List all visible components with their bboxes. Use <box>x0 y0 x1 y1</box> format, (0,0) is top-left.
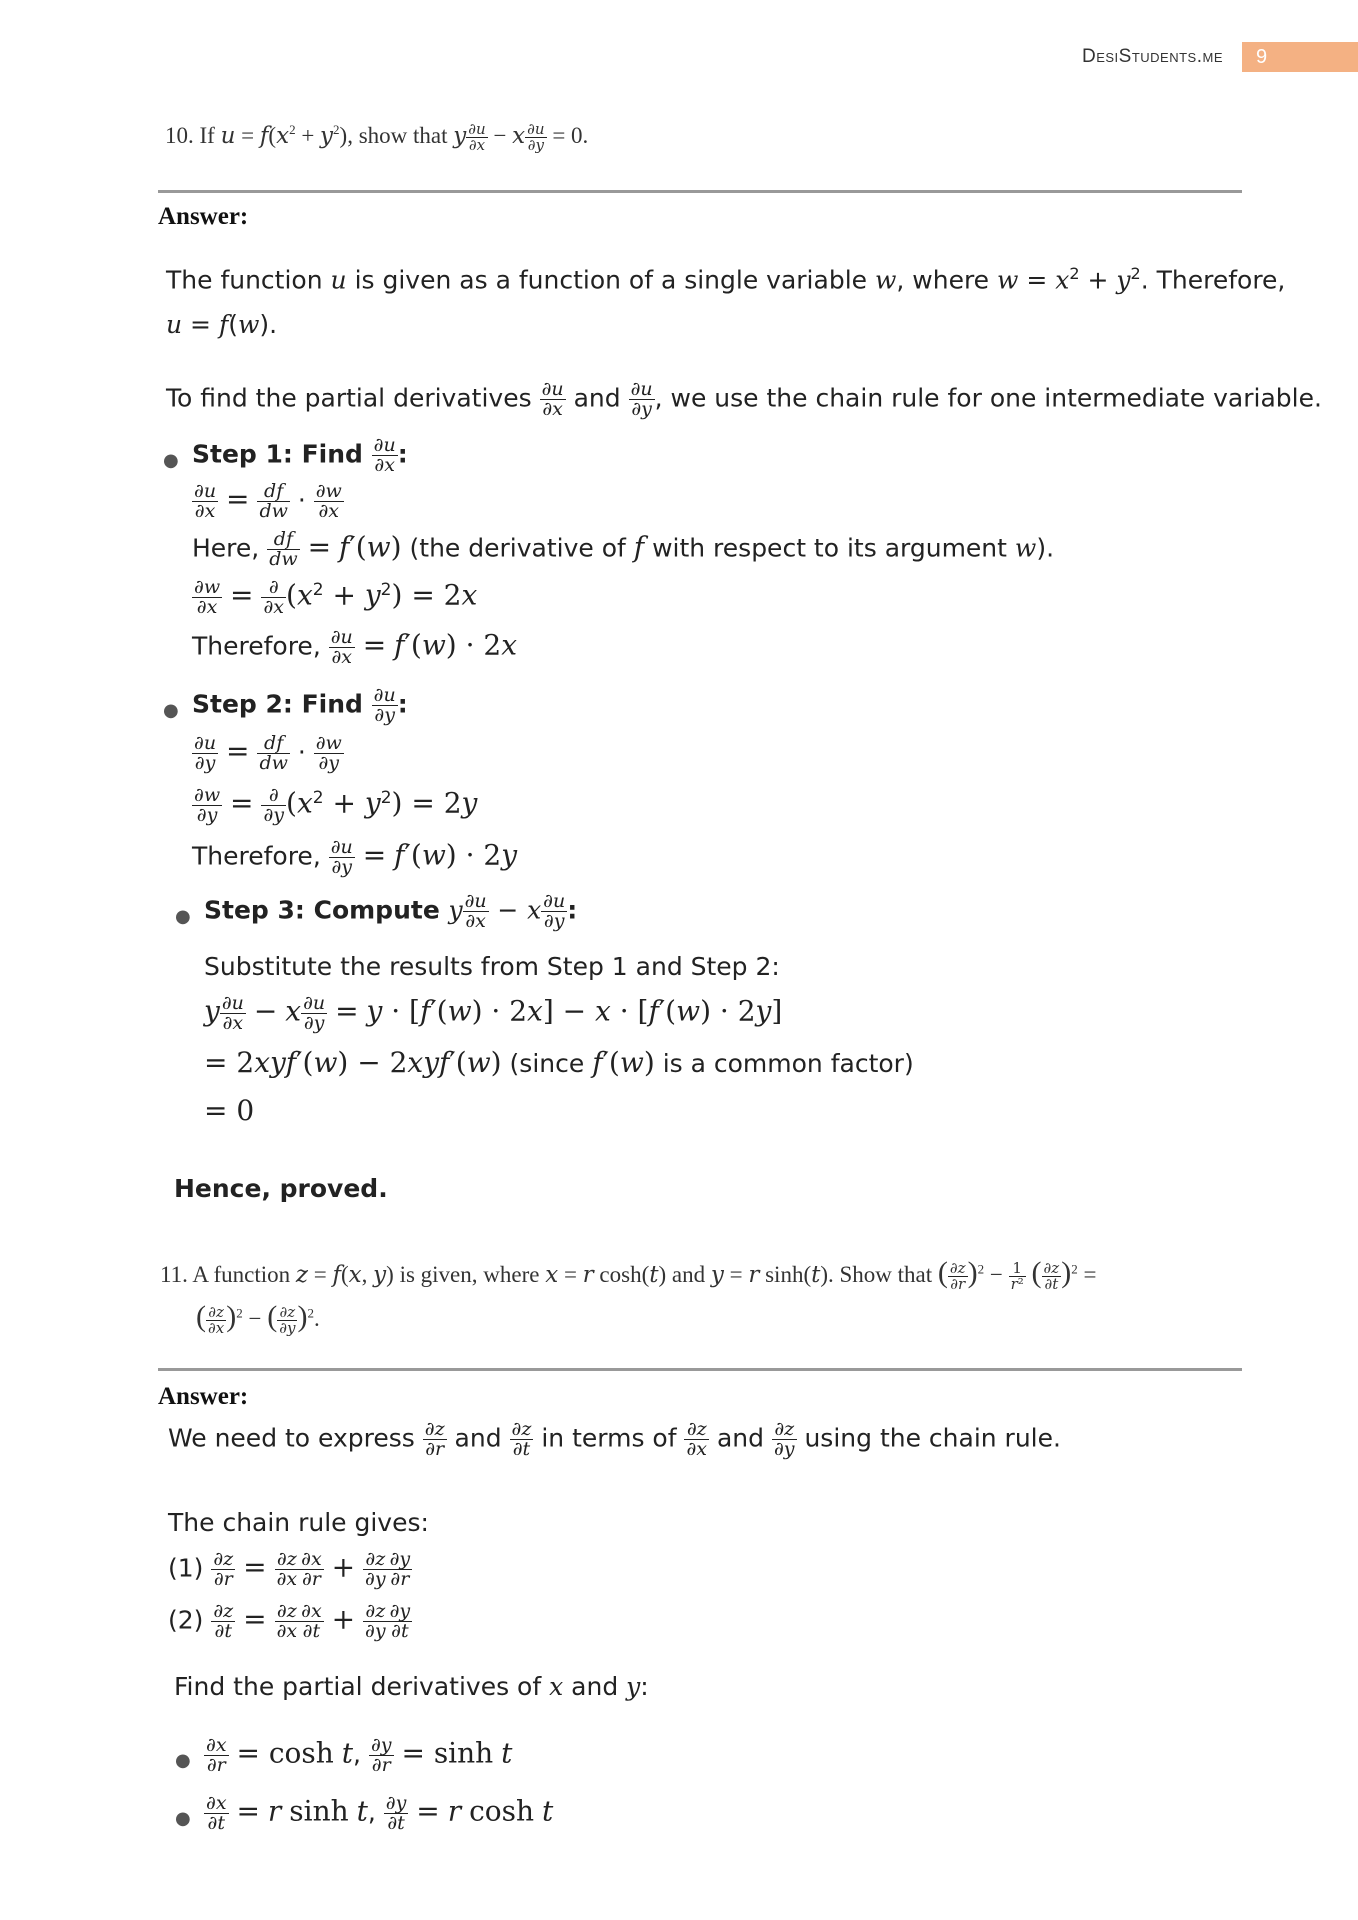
step2-line-1: $\frac{\partial u}{\partial y}$ = $\frac{df}{dw}$ · $\frac{\partial w}{\partial y}$ <box>194 732 342 774</box>
step2-title: Step 2: Find $\frac{\partial u}{\partial y}$ : <box>192 684 408 726</box>
divider <box>158 1368 1242 1371</box>
chain-rule-label: The chain rule gives: <box>168 1508 429 1537</box>
step1-line-3: $\frac{\partial w}{\partial x}$ = $\frac{\partial}{\partial x}$ $(x^2 + y^2) = 2x$ <box>194 576 478 618</box>
step1-line-2: Here, $\frac{df}{dw}$ = f′(w) (the derivative of f with respect to its argument w). <box>192 528 1055 570</box>
step2-line-3: Therefore, $\frac{\partial u}{\partial y}$ = f′(w) · 2y <box>192 836 518 878</box>
step1-line-4: Therefore, $\frac{\partial u}{\partial x}$ = f′(w) · 2x <box>192 626 518 668</box>
bullet: ● <box>175 1750 191 1771</box>
intro-line-2: u = f(w). <box>166 310 278 339</box>
question-10: 10. If $u = f(x^2 + y^2)$, show that y $\frac{\partial u}{\partial x}$ − x $\frac{\partial u}{\partial y}$ = 0. <box>165 120 589 154</box>
question-11-line-2: ( $\frac{\partial z}{\partial x}$ )$^2$ − ( $\frac{\partial z}{\partial y}$ )$^2$. <box>196 1300 320 1338</box>
chain-eq-2: (2) $\frac{\partial z}{\partial t}$ = $\frac{\partial z}{\partial x}$ $\frac{\partial x}{\partial t}$ + $\frac{\partial z}{\partial y}$ $\frac{\partial y}{\partial t}$ <box>168 1600 411 1642</box>
answer-label: Answer: <box>158 203 249 230</box>
intro-line-3: To find the partial derivatives $\frac{\partial u}{\partial x}$ and $\frac{\partial u}{\partial y}$ , we use the chain rule for one intermediate variable. <box>166 378 1322 420</box>
page-number: 9 <box>1242 42 1358 72</box>
find-derivatives-label: Find the partial derivatives of x and y: <box>174 1672 649 1701</box>
derivatives-line-1: $\frac{\partial x}{\partial r}$ = cosh t, $\frac{\partial y}{\partial r}$ = sinh t <box>206 1734 513 1776</box>
chain-eq-1: (1) $\frac{\partial z}{\partial r}$ = $\frac{\partial z}{\partial x}$ $\frac{\partial x}{\partial r}$ + $\frac{\partial z}{\partial y}$ $\frac{\partial y}{\partial r}$ <box>168 1548 411 1590</box>
step3-title: Step 3: Compute y $\frac{\partial u}{\partial x}$ − x $\frac{\partial u}{\partial y}$ : <box>204 890 578 932</box>
step2-line-2: $\frac{\partial w}{\partial y}$ = $\frac{\partial}{\partial y}$ $(x^2 + y^2) = 2y$ <box>194 784 478 826</box>
step3-line-4 <box>204 1094 254 1127</box>
step3-line-1: Substitute the results from Step 1 and Step 2: <box>204 952 780 981</box>
bullet: ● <box>163 450 179 471</box>
bullet: ● <box>175 1808 191 1829</box>
derivatives-line-2: $\frac{\partial x}{\partial t}$ = r sinh t, $\frac{\partial y}{\partial t}$ = r cosh t <box>206 1792 554 1834</box>
site-name: DesiStudents.me <box>1081 46 1223 67</box>
question-11-line-1: 11. A function z = f(x, y) is given, where x = r cosh(t) and y = r sinh(t). Show that ( $\frac{\partial z}{\partial r}$ )$^2$ − $\frac{1}{\text{r²}}$ ( $\frac{\partial z}{\partial t}$ )$^2$ = <box>160 1256 1097 1294</box>
divider <box>158 190 1242 193</box>
step1-title: Step 1: Find $\frac{\partial u}{\partial x}$ : <box>192 434 408 476</box>
answer-label: Answer: <box>158 1383 249 1410</box>
q11-intro: We need to express $\frac{\partial z}{\partial r}$ and $\frac{\partial z}{\partial t}$ in terms of $\frac{\partial z}{\partial x}$ and $\frac{\partial z}{\partial y}$ using the chain rule. <box>168 1418 1061 1460</box>
step1-line-1: $\frac{\partial u}{\partial x}$ = $\frac{df}{dw}$ · $\frac{\partial w}{\partial x}$ <box>194 480 342 522</box>
bullet: ● <box>175 906 191 927</box>
step3-line-2: y $\frac{\partial u}{\partial x}$ − x $\frac{\partial u}{\partial y}$ = y · [f′(w) · 2x] − x · [f′(w) · 2y] <box>204 992 783 1034</box>
step3-line-3: = 2xyf′(w) − 2xyf′(w) (since f′(w) is a common factor) <box>204 1046 914 1079</box>
result-zero: = 0 <box>204 1094 255 1127</box>
bullet: ● <box>163 700 179 721</box>
conclusion: Hence, proved. <box>174 1174 388 1203</box>
intro-line-1: The function u is given as a function of a single variable w, where $w = x^2 + y^2$. Therefore, <box>166 264 1286 295</box>
